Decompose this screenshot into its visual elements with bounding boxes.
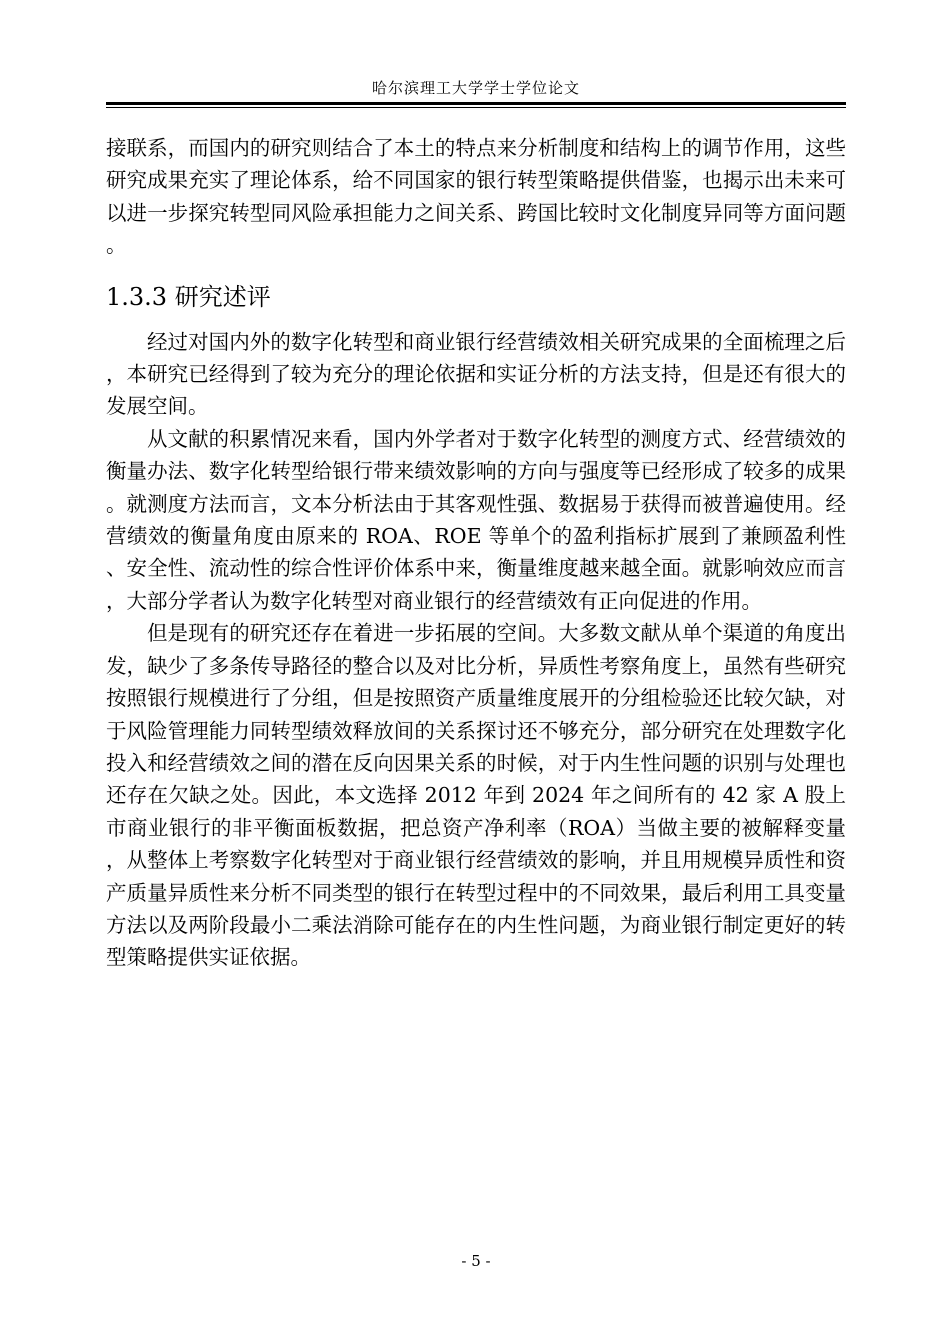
header-rule-thin xyxy=(106,107,846,108)
paragraph: 但是现有的研究还存在着进一步拓展的空间。大多数文献从单个渠道的角度出发，缺少了多条传导路径的整合以及对比分析，异质性考察角度上，虽然有些研究按照银行规模进行了分组，但是按照资产质量维度展开的分组检验还比较欠缺，对于风险管理能力同转型绩效释放间的关系探讨还不够充分，部分研究在处理数字化投入和经营绩效之间的潜在反向因果关系的时候，对于内生性问题的识别与处理也还存在欠缺之处。因此，本文选择 2012 年到 2024 年之间所有的 42 家 A 股上市商业银行的非平衡面板数据，把总资产净利率（ROA）当做主要的被解释变量，从整体上考察数字化转型对于商业银行经营绩效的影响，并且用规模异质性和资产质量异质性来分析不同类型的银行在转型过程中的不同效果，最后利用工具变量方法以及两阶段最小二乘法消除可能存在的内生性问题，为商业银行制定更好的转型策略提供实证依据。 xyxy=(106,621,846,970)
page-body xyxy=(106,132,846,974)
paragraph: 从文献的积累情况来看，国内外学者对于数字化转型的测度方式、经营绩效的衡量办法、数字化转型给银行带来绩效影响的方向与强度等已经形成了较多的成果。就测度方法而言，文本分析法由于其客观性强、数据易于获得而被普遍使用。经营绩效的衡量角度由原来的 ROA、ROE 等单个的盈利指标扩展到了兼顾盈利性、安全性、流动性的综合性评价体系中来，衡量维度越来越全面。就影响效应而言，大部分学者认为数字化转型对商业银行的经营绩效有正向促进的作用。 xyxy=(106,426,846,613)
section-heading: 1.3.3 研究述评 xyxy=(106,282,271,311)
page-number: - 5 - xyxy=(461,1252,491,1270)
header-rule-thick xyxy=(106,102,846,105)
paragraph-continuation: 接联系，而国内的研究则结合了本土的特点来分析制度和结构上的调节作用，这些研究成果充实了理论体系，给不同国家的银行转型策略提供借鉴，也揭示出未来可以进一步探究转型同风险承担能力之间关系、跨国比较时文化制度异同等方面问题。 xyxy=(106,136,846,258)
paragraph: 经过对国内外的数字化转型和商业银行经营绩效相关研究成果的全面梳理之后，本研究已经得到了较为充分的理论依据和实证分析的方法支持，但是还有很大的发展空间。 xyxy=(106,329,846,419)
running-header: 哈尔滨理工大学学士学位论文 xyxy=(371,79,580,97)
